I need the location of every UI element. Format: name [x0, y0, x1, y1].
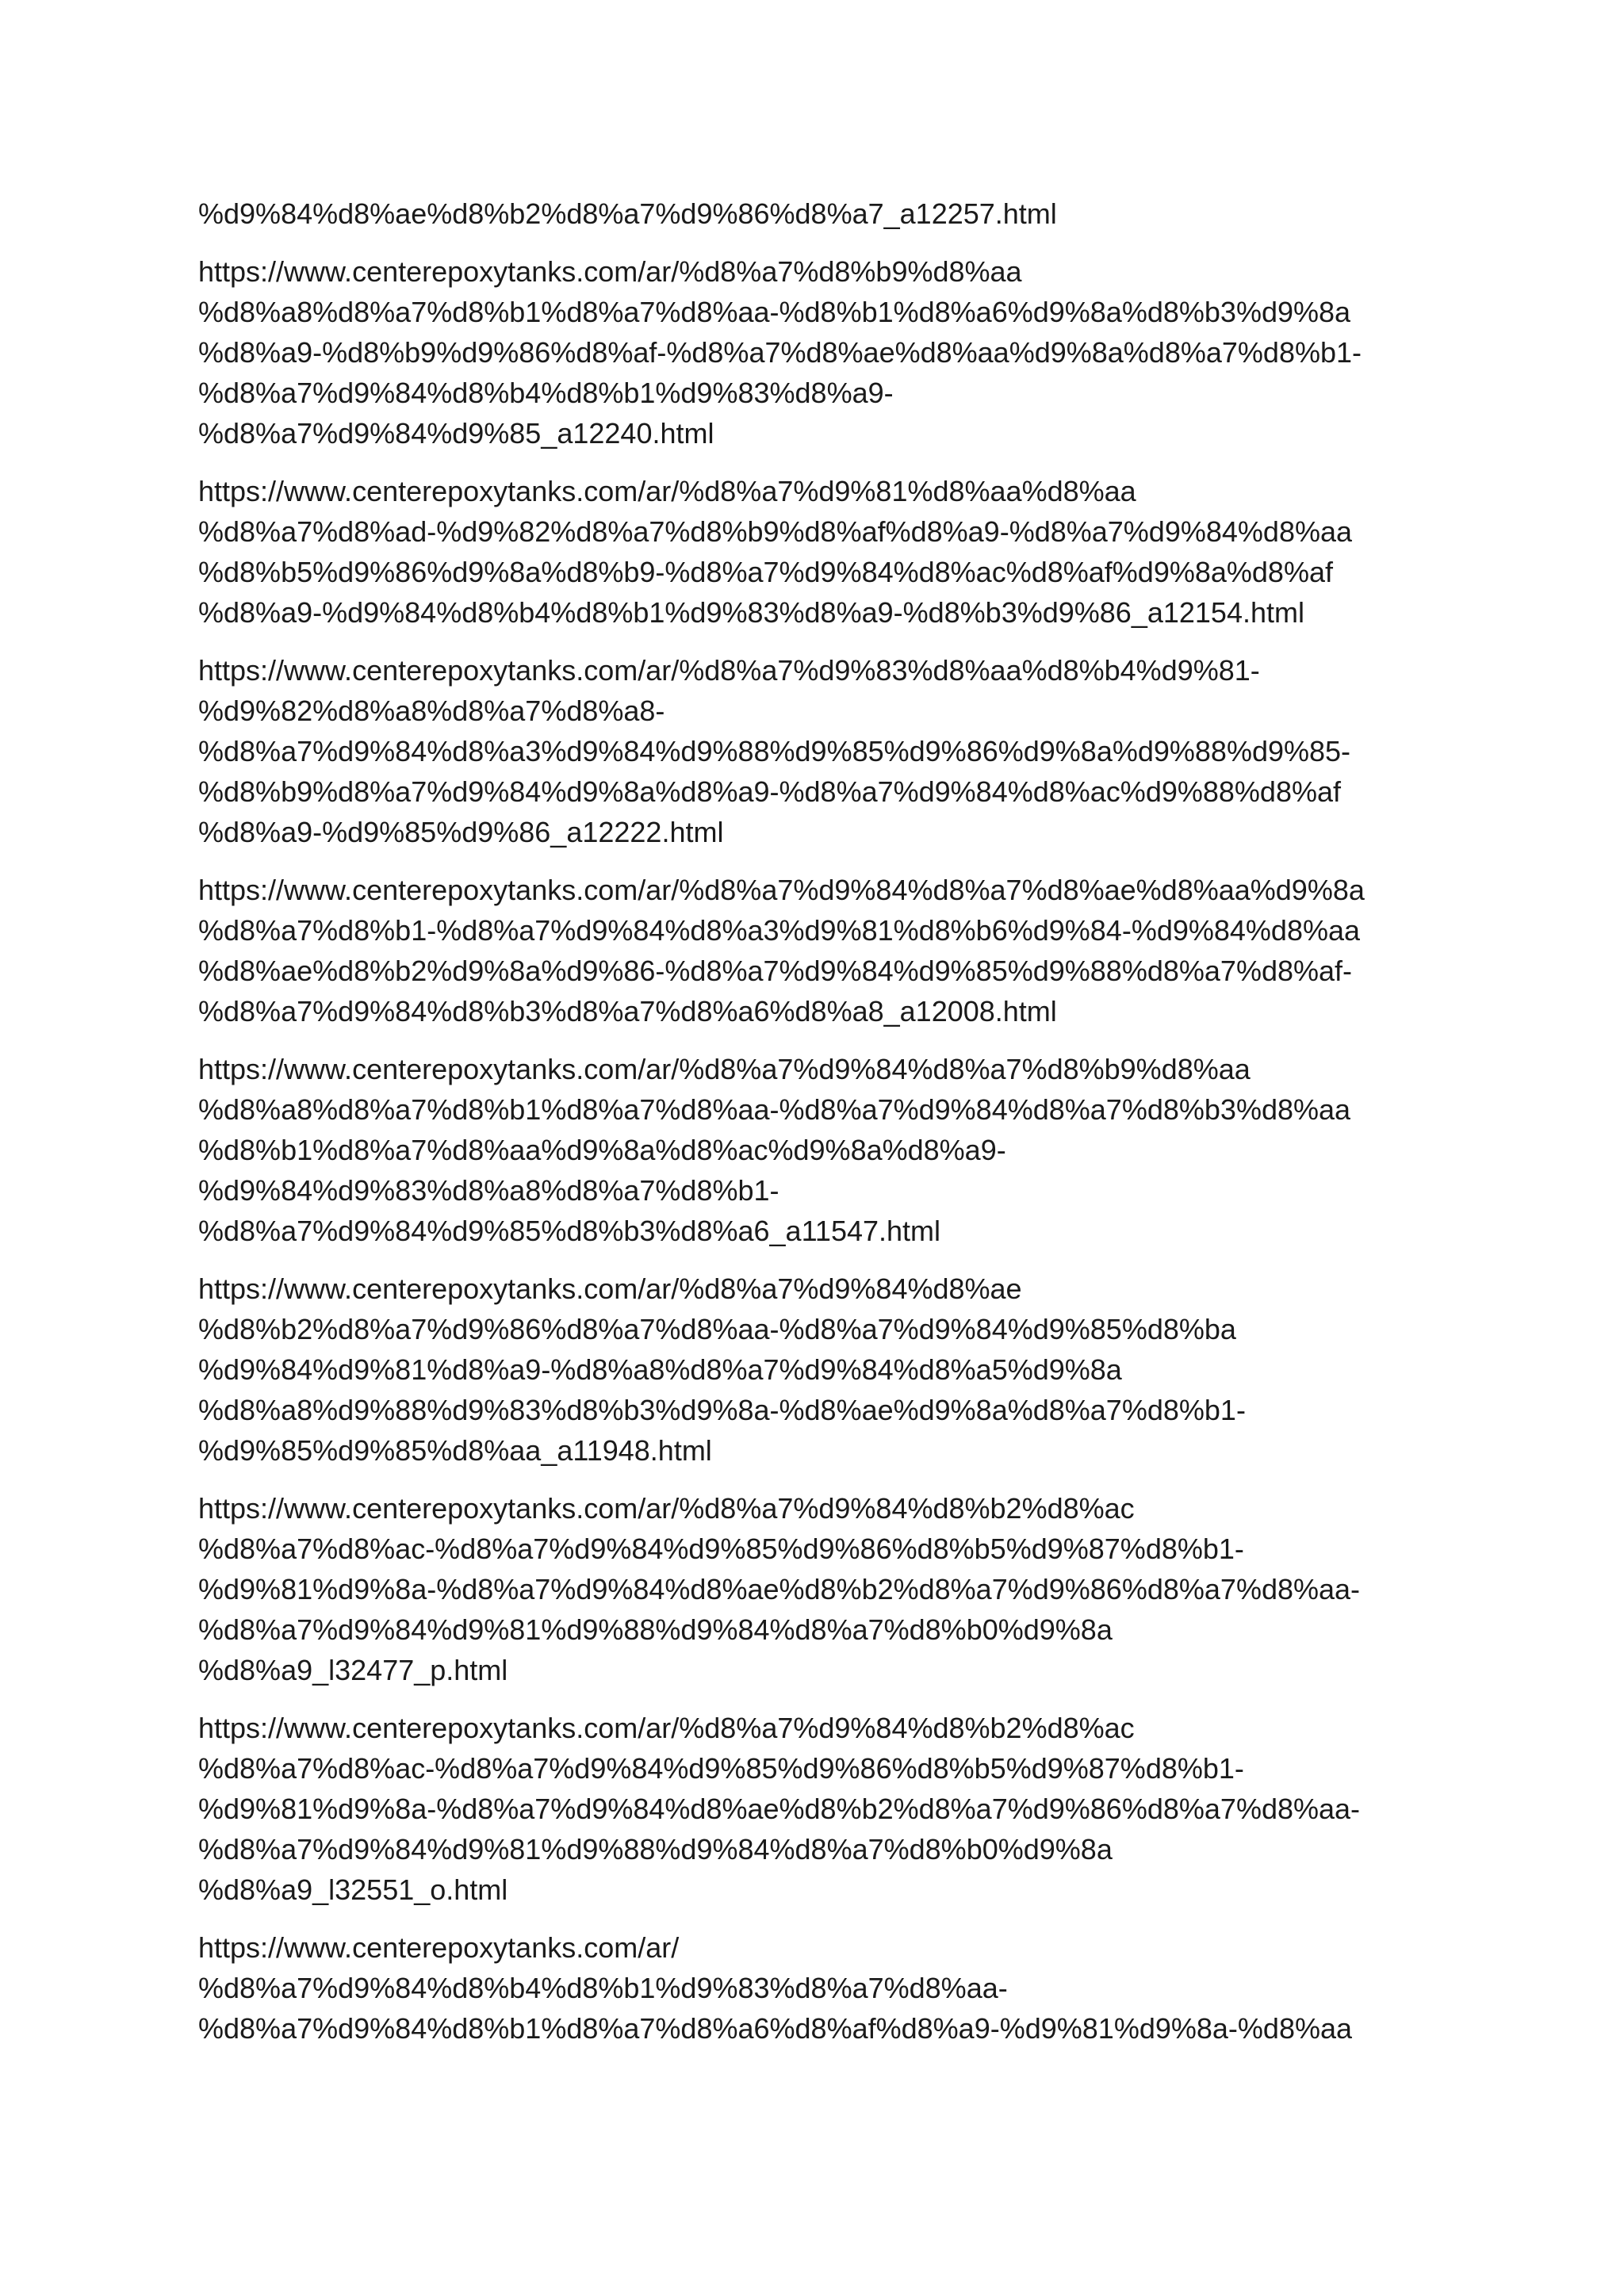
url-text-line: %d9%85%d9%85%d8%aa_a11948.html — [198, 1434, 712, 1467]
url-text-line: https://www.centerepoxytanks.com/ar/ — [198, 1931, 680, 1964]
url-text-line: %d8%a7%d9%84%d8%b4%d8%b1%d9%83%d8%a7%d8%aa- — [198, 1972, 1008, 2004]
url-text-line: %d8%a7%d9%84%d8%b4%d8%b1%d9%83%d8%a9- — [198, 377, 894, 409]
url-text-line: %d9%84%d9%81%d8%a9-%d8%a8%d8%a7%d9%84%d8%a5%d9%8a — [198, 1353, 1122, 1386]
url-text-line: %d8%a7%d9%84%d9%85_a12240.html — [198, 417, 714, 450]
url-entry — [198, 193, 1451, 234]
url-text-line: %d9%81%d9%8a-%d8%a7%d9%84%d8%ae%d8%b2%d8%a7%d9%86%d8%a7%d8%aa- — [198, 1793, 1361, 1825]
url-text-line: %d8%a7%d9%84%d8%b3%d8%a7%d8%a6%d8%a8_a12008.html — [198, 995, 1057, 1027]
url-text-line: https://www.centerepoxytanks.com/ar/%d8%a7%d9%81%d8%aa%d8%aa — [198, 475, 1136, 507]
url-text-line: %d8%a9-%d8%b9%d9%86%d8%af-%d8%a7%d8%ae%d8%aa%d9%8a%d8%a7%d8%b1- — [198, 336, 1362, 369]
url-text-line: %d8%b5%d9%86%d9%8a%d8%b9-%d8%a7%d9%84%d8%ac%d8%af%d9%8a%d8%af — [198, 556, 1333, 588]
url-text-line: https://www.centerepoxytanks.com/ar/%d8%a7%d9%84%d8%a7%d8%ae%d8%aa%d9%8a — [198, 874, 1365, 906]
url-entry — [198, 650, 1451, 852]
url-entry — [198, 1488, 1451, 1690]
url-text-line: %d8%a9_l32477_p.html — [198, 1654, 508, 1686]
url-text-line: %d9%84%d8%ae%d8%b2%d8%a7%d9%86%d8%a7_a12257.html — [198, 197, 1057, 230]
url-text-line: https://www.centerepoxytanks.com/ar/%d8%a7%d9%84%d8%b2%d8%ac — [198, 1492, 1135, 1525]
url-text-line: %d8%a7%d9%84%d9%85%d8%b3%d8%a6_a11547.html — [198, 1215, 941, 1247]
url-text-line: https://www.centerepoxytanks.com/ar/%d8%a7%d9%84%d8%a7%d8%b9%d8%aa — [198, 1053, 1251, 1085]
url-text-line: https://www.centerepoxytanks.com/ar/%d8%a7%d9%84%d8%ae — [198, 1272, 1022, 1305]
url-text-line: %d8%a7%d9%84%d8%a3%d9%84%d9%88%d9%85%d9%86%d9%8a%d9%88%d9%85- — [198, 735, 1351, 767]
url-text-line: %d8%a8%d8%a7%d8%b1%d8%a7%d8%aa-%d8%b1%d8%a6%d9%8a%d8%b3%d9%8a — [198, 296, 1351, 328]
url-text-line: %d9%82%d8%a8%d8%a7%d8%a8- — [198, 695, 665, 727]
url-text-line: %d8%b9%d8%a7%d9%84%d9%8a%d8%a9-%d8%a7%d9%84%d8%ac%d9%88%d8%af — [198, 775, 1342, 808]
url-text-line: %d8%a7%d8%b1-%d8%a7%d9%84%d8%a3%d9%81%d8%b6%d9%84-%d9%84%d8%aa — [198, 914, 1361, 947]
url-text-line: https://www.centerepoxytanks.com/ar/%d8%a7%d9%84%d8%b2%d8%ac — [198, 1712, 1135, 1744]
url-text-line: %d9%81%d9%8a-%d8%a7%d9%84%d8%ae%d8%b2%d8%a7%d9%86%d8%a7%d8%aa- — [198, 1573, 1361, 1605]
url-list — [198, 193, 1451, 2066]
url-text-line: %d8%a7%d9%84%d9%81%d9%88%d9%84%d8%a7%d8%b0%d9%8a — [198, 1833, 1113, 1866]
url-text-line: %d8%b2%d8%a7%d9%86%d8%a7%d8%aa-%d8%a7%d9%84%d9%85%d8%ba — [198, 1313, 1236, 1345]
url-text-line: %d8%b1%d8%a7%d8%aa%d9%8a%d8%ac%d9%8a%d8%a9- — [198, 1134, 1006, 1166]
url-entry — [198, 870, 1451, 1031]
url-text-line: %d8%a7%d9%84%d8%b1%d8%a7%d8%a6%d8%af%d8%a9-%d9%81%d9%8a-%d8%aa — [198, 2012, 1353, 2045]
url-text-line: %d8%a8%d8%a7%d8%b1%d8%a7%d8%aa-%d8%a7%d9%84%d8%a7%d8%b3%d8%aa — [198, 1093, 1351, 1126]
url-text-line: https://www.centerepoxytanks.com/ar/%d8%a7%d8%b9%d8%aa — [198, 255, 1022, 288]
url-entry — [198, 1927, 1451, 2049]
url-entry — [198, 1708, 1451, 1910]
url-text-line: %d8%a7%d9%84%d9%81%d9%88%d9%84%d8%a7%d8%b0%d9%8a — [198, 1613, 1113, 1646]
url-entry — [198, 1049, 1451, 1251]
url-text-line: %d8%a8%d9%88%d9%83%d8%b3%d9%8a-%d8%ae%d9%8a%d8%a7%d8%b1- — [198, 1394, 1246, 1426]
url-text-line: %d8%ae%d8%b2%d9%8a%d9%86-%d8%a7%d9%84%d9%85%d9%88%d8%a7%d8%af- — [198, 955, 1353, 987]
url-text-line: https://www.centerepoxytanks.com/ar/%d8%a7%d9%83%d8%aa%d8%b4%d9%81- — [198, 654, 1260, 687]
url-text-line: %d9%84%d9%83%d8%a8%d8%a7%d8%b1- — [198, 1174, 779, 1207]
url-text-line: %d8%a9_l32551_o.html — [198, 1873, 508, 1906]
url-text-line: %d8%a7%d8%ad-%d9%82%d8%a7%d8%b9%d8%af%d8%a9-%d8%a7%d9%84%d8%aa — [198, 515, 1353, 548]
url-entry — [198, 471, 1451, 633]
url-text-line: %d8%a7%d8%ac-%d8%a7%d9%84%d9%85%d9%86%d8%b5%d9%87%d8%b1- — [198, 1533, 1244, 1565]
url-entry — [198, 251, 1451, 453]
url-entry — [198, 1269, 1451, 1471]
url-text-line: %d8%a9-%d9%85%d9%86_a12222.html — [198, 816, 724, 848]
url-text-line: %d8%a7%d8%ac-%d8%a7%d9%84%d9%85%d9%86%d8%b5%d9%87%d8%b1- — [198, 1752, 1244, 1785]
url-text-line: %d8%a9-%d9%84%d8%b4%d8%b1%d9%83%d8%a9-%d8%b3%d9%86_a12154.html — [198, 596, 1304, 629]
